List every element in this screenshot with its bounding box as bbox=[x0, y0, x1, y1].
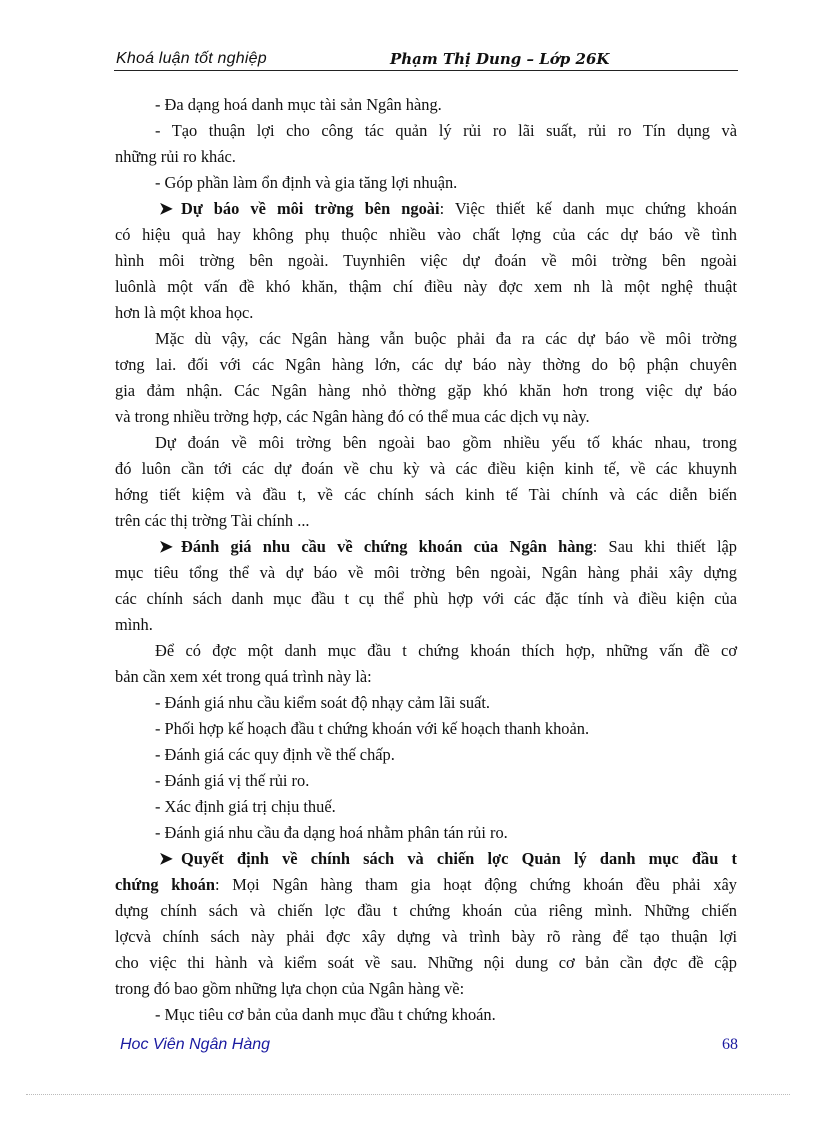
text-line bbox=[115, 872, 737, 898]
text-line: tơng lai. đối với các Ngân hàng lớn, các dự báo này thờng do bộ phận chuyên bbox=[115, 355, 737, 374]
text-line: trên các thị trờng Tài chính ... bbox=[115, 511, 310, 530]
heading-title-cont: chứng khoán bbox=[115, 875, 215, 894]
section-heading-policy bbox=[115, 846, 737, 872]
text-line: các chính sách danh mục đầu t cụ thể phù hợp với các đặc tính và điều kiện của bbox=[115, 589, 737, 608]
bullet-line: - Góp phần làm ổn định và gia tăng lợi nhuận. bbox=[155, 173, 458, 192]
header-thesis-title: Khoá luận tốt nghiệp bbox=[116, 50, 267, 67]
text-line: Để có đợc một danh mục đầu t chứng khoán thích hợp, những vấn đề cơ bbox=[155, 641, 737, 660]
text-line: hớng tiết kiệm và đầu t, về các chính sách kinh tế Tài chính và các diễn biến bbox=[115, 485, 737, 504]
text-line: gia đảm nhận. Các Ngân hàng nhỏ thờng gặp khó khăn hơn trong việc dự báo bbox=[115, 381, 737, 400]
heading-title: Quyết định về chính sách và chiến lợc Quản lý danh mục đầu t bbox=[181, 849, 737, 868]
text-line: luônlà một vấn đề khó khăn, thậm chí điều này đợc xem nh là một nghệ thuật bbox=[115, 277, 737, 296]
bullet-line: - Đánh giá vị thế rủi ro. bbox=[155, 771, 310, 790]
header-author: Phạm Thị Dung – Lớp 26K bbox=[390, 50, 610, 68]
page-bottom-divider bbox=[26, 1094, 790, 1095]
text-line: cho việc thi hành và kiểm soát về sau. Những nội dung cơ bản cần đợc đề cập bbox=[115, 953, 737, 972]
bullet-line: - Tạo thuận lợi cho công tác quản lý rủi ro lãi suất, rủi ro Tín dụng và bbox=[155, 121, 737, 140]
heading-rest: : Việc thiết kế danh mục chứng khoán bbox=[439, 199, 737, 218]
text-line: hình môi trờng bên ngoài. Tuynhiên việc dự đoán về môi trờng bên ngoài bbox=[115, 251, 737, 270]
heading-title: Đánh giá nhu cầu về chứng khoán của Ngân hàng bbox=[181, 537, 593, 556]
text-line: Mặc dù vậy, các Ngân hàng vẫn buộc phải đa ra các dự báo về môi trờng bbox=[155, 329, 737, 348]
page-number: 68 bbox=[722, 1036, 738, 1053]
text-line: lợcvà chính sách này phải đợc xây dựng và trình bày rõ ràng để tạo thuận lợi bbox=[115, 927, 737, 946]
section-heading-forecast bbox=[115, 196, 737, 222]
arrow-bullet-icon: ➤ bbox=[159, 199, 173, 218]
bullet-line: - Đánh giá nhu cầu đa dạng hoá nhằm phân tán rủi ro. bbox=[155, 823, 508, 842]
text-line: có hiệu quả hay không phụ thuộc nhiều vào chất lợng của các dự báo về tình bbox=[115, 225, 737, 244]
bullet-line: - Đánh giá nhu cầu kiểm soát độ nhạy cảm lãi suất. bbox=[155, 693, 490, 712]
text-line: đó luôn cần tới các dự đoán về chu kỳ và các điều kiện kinh tế, về các khuynh bbox=[115, 459, 737, 478]
text-line: trong đó bao gồm những lựa chọn của Ngân hàng về: bbox=[115, 979, 465, 998]
text-line: bản cần xem xét trong quá trình này là: bbox=[115, 667, 372, 686]
arrow-bullet-icon: ➤ bbox=[159, 537, 173, 556]
page-footer bbox=[114, 1036, 738, 1060]
heading-title: Dự báo về môi trờng bên ngoài bbox=[181, 199, 440, 218]
bullet-line: - Xác định giá trị chịu thuế. bbox=[155, 797, 336, 816]
footer-institution: Hoc Viên Ngân Hàng bbox=[120, 1036, 271, 1053]
heading-rest: : Sau khi thiết lập bbox=[592, 537, 737, 556]
text-line: Dự đoán về môi trờng bên ngoài bao gồm nhiều yếu tố khác nhau, trong bbox=[155, 433, 737, 452]
bullet-line: - Mục tiêu cơ bản của danh mục đầu t chứng khoán. bbox=[155, 1005, 496, 1024]
text-line: những rủi ro khác. bbox=[115, 147, 236, 166]
heading-rest: : Mọi Ngân hàng tham gia hoạt động chứng khoán đều phải xây bbox=[215, 875, 738, 894]
text-line: dựng chính sách và chiến lợc đầu t chứng khoán của riêng mình. Những chiến bbox=[115, 901, 737, 920]
text-line: hơn là một khoa học. bbox=[115, 303, 254, 322]
bullet-line: - Phối hợp kế hoạch đầu t chứng khoán với kế hoạch thanh khoản. bbox=[155, 719, 590, 738]
section-heading-needs bbox=[115, 534, 737, 560]
text-line: và trong nhiều trờng hợp, các Ngân hàng đó có thể mua các dịch vụ này. bbox=[115, 407, 590, 426]
page-header bbox=[114, 48, 738, 71]
arrow-bullet-icon: ➤ bbox=[159, 849, 173, 868]
bullet-line: - Đa dạng hoá danh mục tài sản Ngân hàng. bbox=[155, 95, 442, 114]
bullet-line: - Đánh giá các quy định về thế chấp. bbox=[155, 745, 395, 764]
main-text bbox=[115, 92, 737, 1028]
text-line: mục tiêu tổng thể và dự báo về môi trờng bên ngoài, Ngân hàng phải xây dựng bbox=[115, 563, 737, 582]
text-line: mình. bbox=[115, 615, 153, 634]
